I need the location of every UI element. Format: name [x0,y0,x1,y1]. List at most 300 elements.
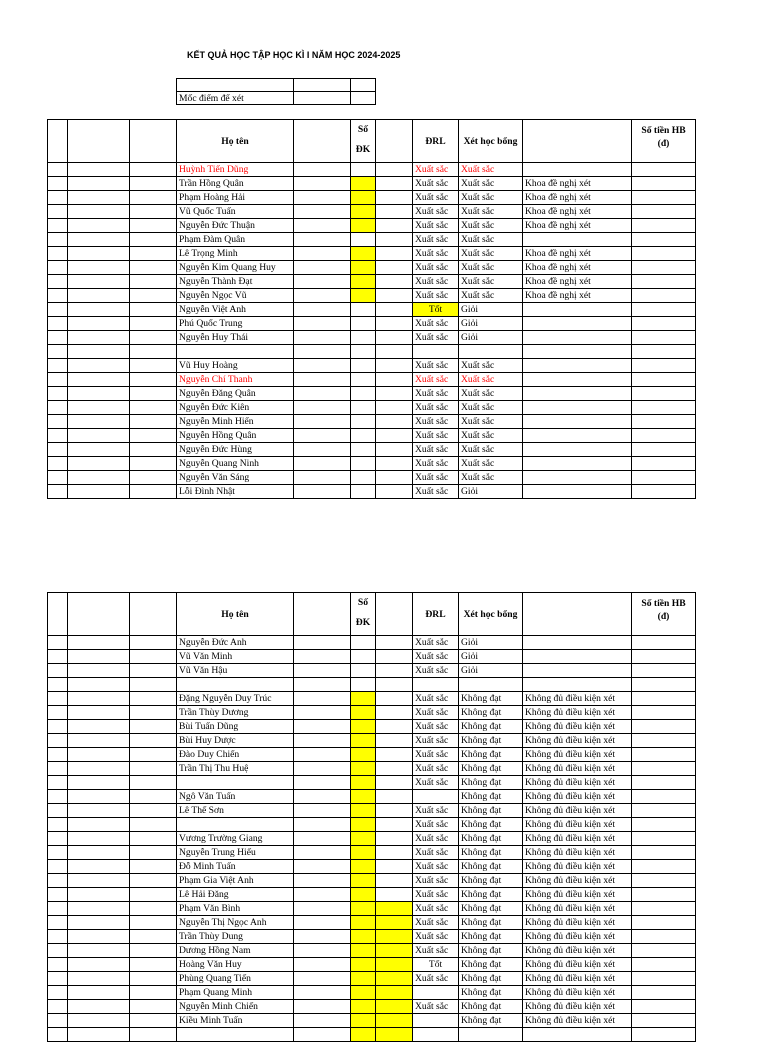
cell-col-b[interactable] [68,429,130,443]
cell-so-dk[interactable] [351,650,376,664]
cell-note[interactable] [523,387,632,401]
cell-note[interactable] [523,303,632,317]
cell-col-b[interactable] [68,485,130,499]
cell-drl[interactable]: Xuất sắc [413,387,459,401]
cell-so-tien-hb[interactable] [632,930,696,944]
cell-col-g[interactable] [376,261,413,275]
cell-col-g[interactable] [376,233,413,247]
cell-drl[interactable]: Xuất sắc [413,720,459,734]
cell-note[interactable] [523,331,632,345]
cell-drl[interactable]: Xuất sắc [413,692,459,706]
cell-xet-hoc-bong[interactable]: Giỏi [459,664,523,678]
cell-col-c[interactable] [130,706,177,720]
threshold-label[interactable]: Mốc điểm để xét [177,92,294,105]
cell-xet-hoc-bong[interactable]: Không đạt [459,930,523,944]
cell-so-dk[interactable] [351,191,376,205]
cell-col-b[interactable] [68,636,130,650]
cell-col-e[interactable] [294,191,351,205]
cell-note[interactable] [523,163,632,177]
cell-col-g[interactable] [376,191,413,205]
cell-note[interactable] [523,443,632,457]
cell-col-a[interactable] [48,762,68,776]
cell-so-tien-hb[interactable] [632,720,696,734]
cell-col-c[interactable] [130,748,177,762]
cell-name[interactable]: Ngô Văn Tuấn [177,790,294,804]
cell-col-g[interactable] [376,650,413,664]
cell-col-g[interactable] [376,804,413,818]
cell-name[interactable]: Vũ Quốc Tuấn [177,205,294,219]
cell-drl[interactable]: Xuất sắc [413,804,459,818]
cell-col-g[interactable] [376,247,413,261]
cell-xet-hoc-bong[interactable]: Không đạt [459,748,523,762]
cell-col-c[interactable] [130,345,177,359]
cell-xet-hoc-bong[interactable]: Xuất sắc [459,205,523,219]
cell-note[interactable]: Không đủ điều kiện xét [523,958,632,972]
cell-xet-hoc-bong[interactable]: Xuất sắc [459,457,523,471]
cell-name[interactable]: Vũ Văn Minh [177,650,294,664]
cell-col-b[interactable] [68,706,130,720]
cell-col-e[interactable] [294,205,351,219]
cell-col-e[interactable] [294,275,351,289]
cell-col-e[interactable] [294,233,351,247]
cell-so-dk[interactable] [351,1014,376,1028]
cell-so-tien-hb[interactable] [632,790,696,804]
cell-col-a[interactable] [48,846,68,860]
cell-col-c[interactable] [130,678,177,692]
cell-note[interactable]: Không đủ điều kiện xét [523,832,632,846]
cell-col-b[interactable] [68,986,130,1000]
cell-col-g[interactable] [376,485,413,499]
cell-name[interactable]: Lê Thế Sơn [177,804,294,818]
cell-drl[interactable]: Xuất sắc [413,317,459,331]
cell-col-c[interactable] [130,734,177,748]
cell-name[interactable]: Trần Thị Thu Huệ [177,762,294,776]
header-cell[interactable] [376,120,413,163]
cell-xet-hoc-bong[interactable]: Xuất sắc [459,191,523,205]
cell-col-b[interactable] [68,415,130,429]
cell-col-e[interactable] [294,345,351,359]
cell-col-e[interactable] [294,471,351,485]
header-cell[interactable] [523,120,632,163]
cell-col-g[interactable] [376,429,413,443]
cell-col-g[interactable] [376,401,413,415]
cell-xet-hoc-bong[interactable]: Giỏi [459,485,523,499]
cell-col-c[interactable] [130,650,177,664]
cell-col-a[interactable] [48,205,68,219]
cell-so-dk[interactable] [351,443,376,457]
cell-drl[interactable] [413,1028,459,1042]
cell-col-b[interactable] [68,261,130,275]
cell-xet-hoc-bong[interactable]: Xuất sắc [459,261,523,275]
cell-name[interactable] [177,345,294,359]
cell-name[interactable]: Bùi Tuấn Dũng [177,720,294,734]
cell-col-g[interactable] [376,471,413,485]
cell-so-tien-hb[interactable] [632,762,696,776]
cell-xet-hoc-bong[interactable] [459,678,523,692]
cell-note[interactable]: Không đủ điều kiện xét [523,790,632,804]
cell-col-e[interactable] [294,832,351,846]
cell-note[interactable]: Không đủ điều kiện xét [523,720,632,734]
cell-so-tien-hb[interactable] [632,846,696,860]
cell-col-g[interactable] [376,303,413,317]
cell-col-c[interactable] [130,289,177,303]
cell-col-e[interactable] [294,303,351,317]
cell-drl[interactable]: Xuất sắc [413,776,459,790]
cell-col-g[interactable] [376,874,413,888]
cell-col-c[interactable] [130,860,177,874]
cell-col-c[interactable] [130,776,177,790]
cell-col-c[interactable] [130,930,177,944]
cell-xet-hoc-bong[interactable]: Xuất sắc [459,401,523,415]
cell-note[interactable]: Không đủ điều kiện xét [523,706,632,720]
cell-col-c[interactable] [130,818,177,832]
cell-col-b[interactable] [68,1014,130,1028]
cell-drl[interactable]: Xuất sắc [413,219,459,233]
cell-drl[interactable] [413,678,459,692]
cell-col-b[interactable] [68,748,130,762]
cell-so-tien-hb[interactable] [632,471,696,485]
cell-so-dk[interactable] [351,678,376,692]
cell-note[interactable]: Không đủ điều kiện xét [523,762,632,776]
cell-note[interactable]: Không đủ điều kiện xét [523,944,632,958]
cell-drl[interactable]: Xuất sắc [413,846,459,860]
cell-so-dk[interactable] [351,1028,376,1042]
cell-name[interactable]: Vương Trường Giang [177,832,294,846]
cell-so-dk[interactable] [351,415,376,429]
cell-name[interactable] [177,776,294,790]
header-cell[interactable] [294,120,351,163]
cell-name[interactable]: Trần Thùy Dung [177,930,294,944]
header-cell[interactable] [48,593,68,636]
cell-xet-hoc-bong[interactable]: Không đạt [459,692,523,706]
cell-so-dk[interactable] [351,832,376,846]
cell-so-dk[interactable] [351,790,376,804]
cell-so-dk[interactable] [351,387,376,401]
cell-col-c[interactable] [130,261,177,275]
cell-drl[interactable]: Tốt [413,958,459,972]
cell-col-e[interactable] [294,930,351,944]
cell-col-a[interactable] [48,734,68,748]
cell-col-a[interactable] [48,331,68,345]
cell-col-a[interactable] [48,387,68,401]
cell-so-tien-hb[interactable] [632,916,696,930]
cell-so-tien-hb[interactable] [632,1028,696,1042]
cell-so-dk[interactable] [351,485,376,499]
cell-col-a[interactable] [48,804,68,818]
cell-so-tien-hb[interactable] [632,177,696,191]
cell-name[interactable]: Nguyễn Việt Anh [177,303,294,317]
cell-name[interactable]: Nguyễn Huy Thái [177,331,294,345]
cell-note[interactable] [523,429,632,443]
cell-col-e[interactable] [294,331,351,345]
cell-so-dk[interactable] [351,930,376,944]
cell-xet-hoc-bong[interactable]: Không đạt [459,888,523,902]
cell-col-a[interactable] [48,916,68,930]
header-cell[interactable] [294,593,351,636]
cell-so-dk[interactable] [351,401,376,415]
cell-col-g[interactable] [376,930,413,944]
cell-drl[interactable] [413,790,459,804]
cell-col-a[interactable] [48,247,68,261]
cell-so-dk[interactable] [351,748,376,762]
cell-so-tien-hb[interactable] [632,191,696,205]
cell-col-e[interactable] [294,636,351,650]
cell-drl[interactable]: Xuất sắc [413,275,459,289]
cell-col-g[interactable] [376,678,413,692]
cell-col-c[interactable] [130,373,177,387]
cell-col-a[interactable] [48,748,68,762]
cell-drl[interactable]: Xuất sắc [413,874,459,888]
cell-col-g[interactable] [376,219,413,233]
cell-so-tien-hb[interactable] [632,664,696,678]
cell-col-c[interactable] [130,832,177,846]
cell-so-dk[interactable] [351,720,376,734]
cell-drl[interactable]: Xuất sắc [413,650,459,664]
cell-col-b[interactable] [68,219,130,233]
cell-col-b[interactable] [68,359,130,373]
cell-drl[interactable]: Xuất sắc [413,1000,459,1014]
cell-name[interactable]: Nguyễn Trung Hiếu [177,846,294,860]
cell-so-dk[interactable] [351,429,376,443]
cell-col-e[interactable] [294,247,351,261]
cell-col-b[interactable] [68,972,130,986]
cell-name[interactable]: Nguyễn Văn Sáng [177,471,294,485]
cell-so-tien-hb[interactable] [632,415,696,429]
cell-drl[interactable] [413,1014,459,1028]
cell-so-dk[interactable] [351,972,376,986]
cell-so-tien-hb[interactable] [632,776,696,790]
cell-col-g[interactable] [376,720,413,734]
cell-col-e[interactable] [294,1028,351,1042]
cell-so-dk[interactable] [351,261,376,275]
header-cell[interactable] [48,120,68,163]
cell-name[interactable]: Phú Quốc Trung [177,317,294,331]
cell-drl[interactable] [413,345,459,359]
cell-col-g[interactable] [376,443,413,457]
cell-col-b[interactable] [68,331,130,345]
cell-so-dk[interactable] [351,359,376,373]
cell-name[interactable]: Bùi Huy Dược [177,734,294,748]
cell-note[interactable] [523,485,632,499]
cell-col-g[interactable] [376,776,413,790]
cell-name[interactable] [177,1028,294,1042]
cell-so-tien-hb[interactable] [632,331,696,345]
cell-col-e[interactable] [294,720,351,734]
cell-name[interactable]: Nguyễn Đức Anh [177,636,294,650]
cell-drl[interactable]: Xuất sắc [413,860,459,874]
cell-col-c[interactable] [130,177,177,191]
cell-col-e[interactable] [294,317,351,331]
cell-so-dk[interactable] [351,804,376,818]
cell-note[interactable]: Không đủ điều kiện xét [523,818,632,832]
cell-col-b[interactable] [68,804,130,818]
header-cell[interactable] [68,593,130,636]
cell-drl[interactable]: Xuất sắc [413,734,459,748]
cell-col-a[interactable] [48,930,68,944]
cell-col-e[interactable] [294,415,351,429]
cell-so-tien-hb[interactable] [632,972,696,986]
cell-xet-hoc-bong[interactable]: Xuất sắc [459,443,523,457]
cell-col-g[interactable] [376,692,413,706]
cell-col-c[interactable] [130,888,177,902]
cell-drl[interactable]: Xuất sắc [413,233,459,247]
cell-col-a[interactable] [48,1028,68,1042]
header-cell[interactable] [130,593,177,636]
cell-col-b[interactable] [68,275,130,289]
cell-xet-hoc-bong[interactable]: Không đạt [459,720,523,734]
cell-note[interactable] [523,401,632,415]
cell-col-e[interactable] [294,706,351,720]
cell-so-dk[interactable] [351,373,376,387]
cell-col-c[interactable] [130,790,177,804]
cell-col-a[interactable] [48,191,68,205]
cell-drl[interactable]: Xuất sắc [413,163,459,177]
cell-col-b[interactable] [68,888,130,902]
cell-xet-hoc-bong[interactable]: Không đạt [459,846,523,860]
cell-col-g[interactable] [376,163,413,177]
cell-col-a[interactable] [48,958,68,972]
cell-note[interactable] [523,415,632,429]
cell-drl[interactable]: Xuất sắc [413,289,459,303]
cell-col-g[interactable] [376,345,413,359]
cell-note[interactable]: Không đủ điều kiện xét [523,748,632,762]
cell-note[interactable]: Không đủ điều kiện xét [523,972,632,986]
cell-col-b[interactable] [68,762,130,776]
cell-col-e[interactable] [294,650,351,664]
cell-note[interactable]: Khoa đề nghị xét [523,177,632,191]
cell-col-g[interactable] [376,359,413,373]
cell-name[interactable]: Nguyễn Đăng Quân [177,387,294,401]
cell-col-e[interactable] [294,678,351,692]
cell-col-e[interactable] [294,359,351,373]
cell-drl[interactable]: Xuất sắc [413,177,459,191]
cell-xet-hoc-bong[interactable]: Xuất sắc [459,233,523,247]
cell-note[interactable] [523,664,632,678]
cell-col-g[interactable] [376,846,413,860]
cell-col-a[interactable] [48,888,68,902]
cell-col-e[interactable] [294,860,351,874]
cell-xet-hoc-bong[interactable]: Không đạt [459,776,523,790]
cell-so-dk[interactable] [351,664,376,678]
cell-col-a[interactable] [48,832,68,846]
cell-note[interactable]: Không đủ điều kiện xét [523,734,632,748]
cell-xet-hoc-bong[interactable]: Xuất sắc [459,177,523,191]
cell-xet-hoc-bong[interactable]: Xuất sắc [459,387,523,401]
cell-name[interactable]: Nguyễn Minh Hiển [177,415,294,429]
cell-name[interactable] [177,678,294,692]
cell-col-a[interactable] [48,720,68,734]
cell-so-tien-hb[interactable] [632,443,696,457]
cell-col-e[interactable] [294,888,351,902]
cell-so-dk[interactable] [351,734,376,748]
cell-so-tien-hb[interactable] [632,233,696,247]
cell-col-a[interactable] [48,233,68,247]
cell-col-g[interactable] [376,289,413,303]
cell-so-tien-hb[interactable] [632,387,696,401]
cell-col-e[interactable] [294,261,351,275]
threshold-cell[interactable] [294,79,351,92]
cell-so-tien-hb[interactable] [632,986,696,1000]
cell-col-a[interactable] [48,650,68,664]
cell-drl[interactable]: Xuất sắc [413,429,459,443]
cell-xet-hoc-bong[interactable] [459,1028,523,1042]
threshold-cell[interactable] [351,92,376,105]
cell-col-g[interactable] [376,177,413,191]
cell-drl[interactable]: Xuất sắc [413,205,459,219]
cell-col-g[interactable] [376,748,413,762]
cell-col-a[interactable] [48,289,68,303]
cell-col-g[interactable] [376,944,413,958]
cell-col-c[interactable] [130,359,177,373]
cell-so-tien-hb[interactable] [632,804,696,818]
cell-col-a[interactable] [48,944,68,958]
cell-col-g[interactable] [376,373,413,387]
cell-so-dk[interactable] [351,233,376,247]
cell-so-tien-hb[interactable] [632,401,696,415]
cell-col-b[interactable] [68,790,130,804]
cell-col-c[interactable] [130,443,177,457]
cell-so-dk[interactable] [351,958,376,972]
cell-col-c[interactable] [130,401,177,415]
cell-col-e[interactable] [294,1000,351,1014]
cell-drl[interactable]: Xuất sắc [413,401,459,415]
cell-col-g[interactable] [376,818,413,832]
cell-col-e[interactable] [294,986,351,1000]
cell-col-c[interactable] [130,163,177,177]
cell-so-tien-hb[interactable] [632,748,696,762]
cell-so-tien-hb[interactable] [632,706,696,720]
cell-col-c[interactable] [130,205,177,219]
cell-xet-hoc-bong[interactable]: Không đạt [459,790,523,804]
cell-xet-hoc-bong[interactable]: Xuất sắc [459,289,523,303]
cell-so-tien-hb[interactable] [632,636,696,650]
cell-col-b[interactable] [68,317,130,331]
cell-col-e[interactable] [294,916,351,930]
cell-so-tien-hb[interactable] [632,429,696,443]
cell-col-e[interactable] [294,387,351,401]
cell-note[interactable]: Không đủ điều kiện xét [523,692,632,706]
cell-col-g[interactable] [376,331,413,345]
cell-col-b[interactable] [68,650,130,664]
cell-col-c[interactable] [130,1014,177,1028]
cell-col-b[interactable] [68,345,130,359]
cell-so-tien-hb[interactable] [632,734,696,748]
cell-col-b[interactable] [68,163,130,177]
cell-so-tien-hb[interactable] [632,303,696,317]
cell-name[interactable]: Phùng Quang Tiến [177,972,294,986]
cell-col-g[interactable] [376,205,413,219]
cell-xet-hoc-bong[interactable]: Xuất sắc [459,359,523,373]
cell-col-a[interactable] [48,818,68,832]
cell-col-a[interactable] [48,790,68,804]
cell-col-c[interactable] [130,471,177,485]
cell-col-a[interactable] [48,636,68,650]
cell-note[interactable] [523,471,632,485]
cell-col-g[interactable] [376,902,413,916]
cell-col-c[interactable] [130,762,177,776]
cell-so-dk[interactable] [351,219,376,233]
cell-col-g[interactable] [376,986,413,1000]
cell-so-tien-hb[interactable] [632,678,696,692]
cell-name[interactable] [177,818,294,832]
cell-xet-hoc-bong[interactable]: Không đạt [459,818,523,832]
cell-col-g[interactable] [376,790,413,804]
cell-col-g[interactable] [376,1028,413,1042]
cell-col-c[interactable] [130,317,177,331]
cell-col-a[interactable] [48,177,68,191]
cell-note[interactable]: Khoa đề nghị xét [523,205,632,219]
cell-col-a[interactable] [48,317,68,331]
